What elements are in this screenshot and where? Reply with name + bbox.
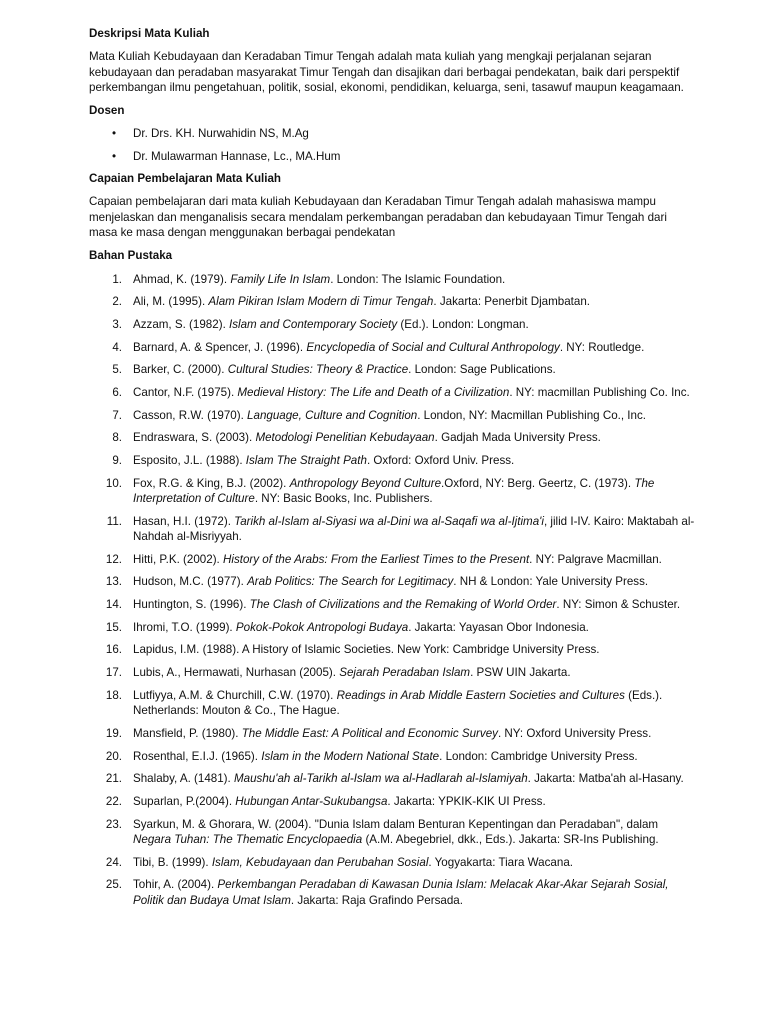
reference-item xyxy=(89,294,698,309)
reference-segment: Shalaby, A. (1481). xyxy=(133,772,234,786)
reference-item xyxy=(89,817,698,848)
reference-title: The Middle East: A Political and Economic Survey xyxy=(241,726,498,740)
reference-title: Medieval History: The Life and Death of a Civilization xyxy=(237,386,510,399)
reference-text xyxy=(133,341,644,354)
reference-item xyxy=(89,574,698,589)
reference-number: 3. xyxy=(112,317,122,331)
reference-title: Alam Pikiran Islam Modern di Timur Tengah xyxy=(208,295,434,309)
reference-segment: Lubis, A., Hermawati, Nurhasan (2005). xyxy=(133,666,340,680)
reference-title: Tarikh al-Islam al-Siyasi wa al-Dini wa al-Saqafi wa al-Ijtima'i xyxy=(234,514,544,528)
reference-segment: . Oxford: Oxford Univ. Press. xyxy=(366,454,515,468)
reference-segment: . NH & London: Yale University Press. xyxy=(453,575,649,589)
reference-number: 4. xyxy=(112,340,122,354)
deskripsi-text: Mata Kuliah Kebudayaan dan Keradaban Timur Tengah adalah mata kuliah yang mengkaji perjalanan sejaran kebudayaan dan peradaban masyarakat Timur Tengah dan disajikan dari berbagai pendekatan, baik dari perspektif perkembangan ilmu pengetahuan, politik, sosial, ekonomi, pendidikan, keluarga, seni, tasawuf maupun keagamaan. xyxy=(89,50,684,94)
reference-list xyxy=(89,272,698,908)
dosen-name: Dr. Mulawarman Hannase, Lc., MA.Hum xyxy=(133,149,341,163)
reference-title: Islam and Contemporary Society xyxy=(229,317,398,331)
reference-item xyxy=(89,855,698,870)
reference-text xyxy=(133,431,601,444)
reference-item xyxy=(89,362,698,377)
reference-number: 14. xyxy=(105,598,122,612)
reference-number: 21. xyxy=(105,772,122,786)
reference-text xyxy=(133,643,600,656)
reference-segment: Lutfiyya, A.M. & Churchill, C.W. (1970). xyxy=(133,688,337,702)
reference-title: Hubungan Antar-Sukubangsa xyxy=(235,794,388,808)
reference-segment: .Oxford, NY: Berg. Geertz, C. (1973). xyxy=(441,476,635,490)
reference-number: 16. xyxy=(105,643,122,657)
reference-text xyxy=(133,689,662,717)
reference-segment: . Jakarta: Penerbit Djambatan. xyxy=(433,295,590,309)
reference-segment: Cantor, N.F. (1975). xyxy=(133,386,238,399)
reference-title: Cultural Studies: Theory & Practice xyxy=(227,363,409,377)
reference-text xyxy=(133,273,505,286)
reference-number: 24. xyxy=(105,855,122,869)
reference-title: Metodologi Penelitian Kebudayaan xyxy=(255,431,435,445)
reference-segment: Endraswara, S. (2003). xyxy=(133,431,256,445)
reference-segment: . PSW UIN Jakarta. xyxy=(470,666,571,680)
dosen-heading: Dosen xyxy=(89,104,125,118)
reference-text xyxy=(133,409,646,422)
reference-item xyxy=(89,453,698,468)
reference-number: 11. xyxy=(106,514,122,528)
reference-segment: Barker, C. (2000). xyxy=(133,363,228,377)
reference-title: Anthropology Beyond Culture xyxy=(289,476,442,490)
reference-segment: . Jakarta: Yayasan Obor Indonesia. xyxy=(408,620,589,634)
reference-number: 18. xyxy=(105,688,122,702)
reference-title: Sejarah Peradaban Islam xyxy=(339,666,471,680)
reference-segment: Tohir, A. (2004). xyxy=(133,878,218,892)
reference-title: Perkembangan Peradaban di Kawasan Dunia Islam: Melacak Akar-Akar Sejarah Sosial, Politik dan Budaya Umat Islam xyxy=(133,878,669,907)
reference-segment: . Jakarta: YPKIK-KIK UI Press. xyxy=(387,794,546,808)
reference-text xyxy=(133,553,662,566)
reference-item xyxy=(89,514,698,545)
reference-segment: Azzam, S. (1982). xyxy=(133,317,230,331)
reference-text xyxy=(133,818,659,846)
reference-text xyxy=(133,772,684,785)
reference-segment: Huntington, S. (1996). xyxy=(133,598,250,612)
reference-title: Maushu'ah al-Tarikh al-Islam wa al-Hadlarah al-Islamiyah xyxy=(233,772,528,786)
reference-text xyxy=(133,621,589,634)
reference-segment: Ihromi, T.O. (1999). xyxy=(133,620,236,634)
reference-text xyxy=(133,727,651,740)
reference-number: 17. xyxy=(105,666,122,680)
reference-number: 6. xyxy=(112,386,122,399)
reference-item xyxy=(89,430,698,445)
deskripsi-heading: Deskripsi Mata Kuliah xyxy=(89,27,210,40)
reference-segment: Hitti, P.K. (2002). xyxy=(133,552,223,566)
reference-item xyxy=(89,877,698,908)
reference-segment: . NY: macmillan Publishing Co. Inc. xyxy=(509,386,690,399)
reference-title: Readings in Arab Middle Eastern Societies and Cultures xyxy=(336,688,625,702)
reference-segment: . London, NY: Macmillan Publishing Co., Inc. xyxy=(417,408,646,422)
reference-segment: Barnard, A. & Spencer, J. (1996). xyxy=(133,340,307,354)
reference-segment: Casson, R.W. (1970). xyxy=(133,408,248,422)
reference-item xyxy=(89,317,698,332)
reference-number: 13. xyxy=(105,575,122,589)
reference-segment: . NY: Routledge. xyxy=(559,340,645,354)
reference-segment: (Eds.). Netherlands: Mouton & Co., The Hague. xyxy=(133,688,663,718)
dosen-item xyxy=(89,126,698,141)
reference-segment: . Jakarta: Matba'ah al-Hasany. xyxy=(527,772,684,786)
reference-segment: Rosenthal, E.I.J. (1965). xyxy=(133,749,262,763)
reference-text xyxy=(133,666,571,679)
reference-text xyxy=(133,515,694,543)
reference-text xyxy=(133,598,680,611)
reference-title: Arab Politics: The Search for Legitimacy xyxy=(247,575,454,589)
reference-segment: Hasan, H.I. (1972). xyxy=(133,514,235,528)
reference-number: 1. xyxy=(112,272,122,286)
pustaka-heading: Bahan Pustaka xyxy=(89,249,173,263)
reference-segment: Ahmad, K. (1979). xyxy=(133,272,231,286)
reference-segment: . London: The Islamic Foundation. xyxy=(330,272,506,286)
reference-text xyxy=(133,454,514,467)
reference-number: 8. xyxy=(112,431,122,445)
reference-text xyxy=(133,795,546,808)
reference-title: Language, Culture and Cognition xyxy=(247,408,418,422)
reference-segment: . Jakarta: Raja Grafindo Persada. xyxy=(290,893,463,907)
reference-segment: . London: Cambridge University Press. xyxy=(439,749,638,763)
reference-item xyxy=(89,620,698,635)
reference-segment: . London: Sage Publications. xyxy=(408,363,556,377)
reference-number: 9. xyxy=(112,454,122,468)
reference-title: History of the Arabs: From the Earliest Times to the Present xyxy=(223,552,530,566)
reference-segment: . NY: Palgrave Macmillan. xyxy=(529,552,662,566)
dosen-name: Dr. Drs. KH. Nurwahidin NS, M.Ag xyxy=(133,127,309,141)
reference-item xyxy=(89,726,698,741)
dosen-list xyxy=(89,126,698,164)
bullet-icon: • xyxy=(112,127,117,141)
reference-text xyxy=(133,477,654,505)
reference-item xyxy=(89,642,698,657)
reference-segment: . Yogyakarta: Tiara Wacana. xyxy=(428,855,573,869)
reference-text xyxy=(133,386,690,399)
reference-segment: , jilid I-IV. Kairo: Maktabah al-Nahdah al-Misriyyah. xyxy=(133,514,695,544)
reference-title: Negara Tuhan: The Thematic Encyclopaedia xyxy=(133,832,363,846)
reference-item xyxy=(89,597,698,612)
reference-title: Encyclopedia of Social and Cultural Anthropology xyxy=(306,340,560,354)
reference-title: The Clash of Civilizations and the Remaking of World Order xyxy=(249,598,557,612)
reference-segment: Syarkun, M. & Ghorara, W. (2004). "Dunia Islam dalam Benturan Kepentingan dan Peradaban", dalam xyxy=(133,817,659,831)
reference-segment: Ali, M. (1995). xyxy=(133,295,209,309)
reference-segment: Lapidus, I.M. (1988). A History of Islamic Societies. New York: Cambridge University Press. xyxy=(133,643,600,657)
reference-segment: . NY: Basic Books, Inc. Publishers. xyxy=(254,492,433,506)
reference-title: Pokok-Pokok Antropologi Budaya xyxy=(235,620,409,634)
reference-number: 5. xyxy=(112,363,122,377)
reference-segment: Mansfield, P. (1980). xyxy=(133,726,242,740)
reference-title: Islam in the Modern National State xyxy=(261,749,440,763)
reference-item xyxy=(89,476,698,507)
reference-title: Islam The Straight Path xyxy=(245,454,367,468)
reference-segment: Fox, R.G. & King, B.J. (2002). xyxy=(133,476,290,490)
reference-number: 23. xyxy=(105,817,122,831)
reference-segment: . NY: Simon & Schuster. xyxy=(556,598,681,612)
reference-number: 15. xyxy=(105,620,122,634)
reference-item xyxy=(89,688,698,719)
reference-item xyxy=(89,794,698,809)
bullet-icon: • xyxy=(112,149,117,163)
reference-segment: . Gadjah Mada University Press. xyxy=(434,431,601,445)
reference-text xyxy=(133,878,669,906)
capaian-text: Capaian pembelajaran dari mata kuliah Kebudayaan dan Keradaban Timur Tengah adalah mahasiswa mampu menjelaskan dan menganalisis secara mendalam perkembangan peradaban dan kebudayaan Timur Tengah dari masa ke masa dengan menggunakan berbagai pendekatan xyxy=(89,195,667,239)
reference-number: 2. xyxy=(112,295,122,309)
reference-number: 25. xyxy=(105,878,122,892)
reference-text xyxy=(133,575,648,588)
reference-segment: (A.M. Abegebriel, dkk., Eds.). Jakarta: SR-Ins Publishing. xyxy=(362,832,659,846)
reference-number: 20. xyxy=(105,749,122,763)
reference-segment: Suparlan, P.(2004). xyxy=(133,794,236,808)
reference-text xyxy=(133,318,529,331)
reference-number: 10. xyxy=(105,476,122,490)
reference-segment: (Ed.). London: Longman. xyxy=(397,317,529,331)
reference-segment: . NY: Oxford University Press. xyxy=(497,726,652,740)
dosen-item xyxy=(89,149,698,164)
reference-title: Family Life In Islam xyxy=(230,272,331,286)
reference-item xyxy=(89,552,698,567)
reference-segment: Tibi, B. (1999). xyxy=(133,855,212,869)
reference-text xyxy=(133,363,556,376)
reference-text xyxy=(133,856,573,869)
reference-item xyxy=(89,385,698,400)
reference-text xyxy=(133,295,590,308)
reference-segment: Esposito, J.L. (1988). xyxy=(133,454,246,468)
reference-item xyxy=(89,272,698,287)
reference-number: 12. xyxy=(105,552,122,566)
reference-segment: Hudson, M.C. (1977). xyxy=(133,575,248,589)
reference-number: 7. xyxy=(112,408,122,422)
capaian-heading: Capaian Pembelajaran Mata Kuliah xyxy=(89,172,282,186)
reference-title: Islam, Kebudayaan dan Perubahan Sosial xyxy=(211,855,429,869)
reference-number: 19. xyxy=(105,726,122,740)
reference-item xyxy=(89,408,698,423)
reference-item xyxy=(89,749,698,764)
reference-text xyxy=(133,750,638,763)
reference-title: The Interpretation of Culture xyxy=(133,476,655,506)
reference-item xyxy=(89,340,698,355)
reference-number: 22. xyxy=(105,794,122,808)
reference-item xyxy=(89,665,698,680)
reference-item xyxy=(89,771,698,786)
